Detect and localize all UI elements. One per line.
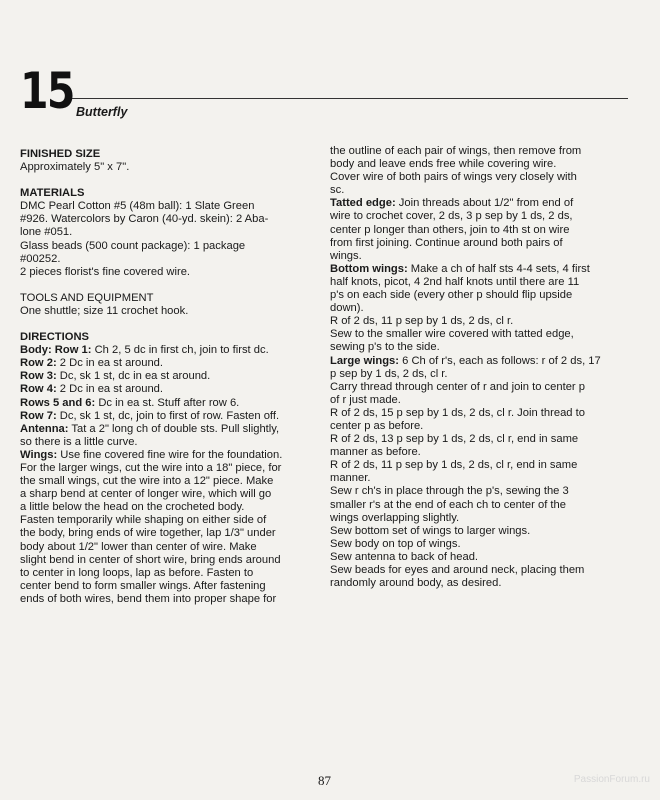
step-text: p's on each side (every other p should flip upside — [330, 289, 573, 302]
step-text: Sew r ch's in place through the p's, sewing the 3 — [330, 485, 569, 498]
step-text: the outline of each pair of wings, then remove from — [330, 145, 582, 157]
text-line — [330, 485, 622, 498]
step-label: Tatted edge: — [330, 197, 396, 210]
step-text: manner. — [330, 472, 371, 485]
finished-size-heading: FINISHED SIZE — [20, 148, 101, 160]
step-label: Row 4: — [20, 383, 57, 396]
text-line: #00252. — [20, 252, 61, 265]
text-line — [20, 567, 320, 580]
step-text: smaller r's at the end of each ch to center of the — [330, 498, 566, 511]
step-text: manner as before. — [330, 446, 421, 459]
text-line — [20, 462, 320, 475]
step-text: body about 1/2" lower than center of wire. Make — [20, 540, 257, 553]
step-text: slight bend in center of short wire, bring ends around — [20, 553, 281, 566]
text-line — [330, 564, 622, 577]
step-label: Large wings: — [330, 354, 399, 367]
text-line: Approximately 5" x 7". — [20, 161, 130, 174]
step-text: 6 Ch of r's, each as follows: r of 2 ds, 17 — [399, 354, 601, 367]
text-line — [20, 383, 320, 396]
text-line — [330, 210, 622, 223]
step-text: Dc in ea st. Stuff after row 6. — [95, 396, 240, 409]
step-label: Bottom wings: — [330, 262, 408, 275]
directions-section — [20, 331, 320, 606]
watermark: PassionForum.ru — [573, 774, 650, 785]
finished-size-section — [20, 148, 320, 174]
text-line: One shuttle; size 11 crochet hook. — [20, 304, 189, 317]
text-line — [20, 580, 320, 593]
text-line — [20, 514, 320, 527]
text-line — [330, 171, 622, 184]
text-line — [330, 224, 622, 237]
text-line — [20, 357, 320, 370]
step-text: the small wings, cut the wire into a 12" piece. Make — [20, 475, 274, 488]
text-line — [20, 554, 320, 567]
text-line — [330, 158, 622, 171]
step-text: Sew to the smaller wire covered with tatted edge, — [330, 328, 574, 341]
text-line: Glass beads (500 count package): 1 package — [20, 239, 246, 252]
text-line — [20, 370, 320, 383]
step-text: 2 Dc in ea st around. — [56, 383, 164, 396]
step-text: center bend to form smaller wings. After fastening — [20, 579, 266, 592]
page-number: 87 — [318, 773, 331, 788]
text-line: #926. Watercolors by Caron (40-yd. skein): 2 Aba- — [20, 213, 269, 226]
step-text: R of 2 ds, 13 p sep by 1 ds, 2 ds, cl r, end in same — [330, 433, 579, 446]
finished-size-text — [20, 161, 320, 174]
text-line — [330, 407, 622, 420]
text-line — [330, 197, 622, 210]
step-text: center p as before. — [330, 419, 424, 432]
step-text: from first joining. Continue around both pairs of — [330, 236, 563, 249]
materials-text — [20, 200, 320, 279]
step-text: Dc, sk 1 st, dc in ea st around. — [56, 370, 211, 383]
text-line — [330, 368, 622, 381]
right-column-text — [330, 145, 622, 590]
step-text: a sharp bend at center of longer wire, which will go — [20, 488, 272, 501]
text-line — [330, 499, 622, 512]
tools-section — [20, 292, 320, 318]
step-text: 2 Dc in ea st around. — [56, 357, 164, 370]
step-text: sewing p's to the side. — [330, 341, 440, 354]
step-text: of r just made. — [330, 393, 401, 406]
step-text: Ch 2, 5 dc in first ch, join to first dc. — [91, 344, 269, 357]
header-rule — [72, 98, 628, 99]
text-line — [330, 184, 622, 197]
text-line — [330, 250, 622, 263]
step-text: Carry thread through center of r and join to center p — [330, 380, 585, 393]
step-text: Make a ch of half sts 4-4 sets, 4 first — [407, 262, 590, 275]
step-text: to center in long loops, lap as before. Fasten to — [20, 566, 254, 579]
text-line — [330, 433, 622, 446]
step-text: sc. — [330, 184, 345, 197]
text-line — [330, 145, 622, 158]
step-label: Row 2: — [20, 357, 57, 370]
text-line — [20, 397, 320, 410]
step-text: Dc, sk 1 st, dc, join to first of row. Fasten off. — [56, 409, 280, 422]
directions-text — [20, 344, 320, 606]
text-line: DMC Pearl Cotton #5 (48m ball): 1 Slate Green — [20, 200, 255, 213]
text-line — [330, 394, 622, 407]
text-line — [330, 472, 622, 485]
text-line: lone #051. — [20, 226, 73, 239]
step-text: Use fine covered fine wire for the foundation. — [57, 448, 283, 461]
text-line — [330, 289, 622, 302]
step-text: a little below the head on the crocheted body. — [20, 501, 245, 514]
text-line — [330, 577, 622, 590]
step-text: p sep by 1 ds, 2 ds, cl r. — [330, 367, 448, 380]
step-text: Tat a 2" long ch of double sts. Pull slightly, — [68, 422, 280, 435]
step-text: For the larger wings, cut the wire into a 18" piece, for — [20, 461, 282, 474]
step-label: Antenna: — [20, 422, 69, 435]
step-label: Rows 5 and 6: — [20, 396, 96, 409]
text-line — [330, 355, 622, 368]
tools-text — [20, 305, 320, 318]
pattern-number: 15 — [20, 62, 74, 120]
step-text: the body, bring ends of wire together, lap 1/3" under — [20, 527, 276, 540]
text-line — [20, 344, 320, 357]
text-line — [330, 381, 622, 394]
text-line — [330, 315, 622, 328]
step-text: R of 2 ds, 15 p sep by 1 ds, 2 ds, cl r. Join thread to — [330, 406, 585, 419]
text-line — [330, 276, 622, 289]
materials-heading: MATERIALS — [20, 187, 85, 200]
text-line — [330, 263, 622, 276]
step-text: Sew bottom set of wings to larger wings. — [330, 524, 531, 537]
step-text: wire to crochet cover, 2 ds, 3 p sep by 1 ds, 2 ds, — [330, 210, 573, 223]
text-line — [330, 446, 622, 459]
step-label: Wings: — [20, 448, 58, 461]
text-line — [330, 551, 622, 564]
text-line — [20, 449, 320, 462]
text-line — [330, 512, 622, 525]
text-line — [20, 475, 320, 488]
text-line — [330, 459, 622, 472]
step-text: R of 2 ds, 11 p sep by 1 ds, 2 ds, cl r. — [330, 315, 514, 328]
text-line — [20, 436, 320, 449]
step-text: R of 2 ds, 11 p sep by 1 ds, 2 ds, cl r, end in same — [330, 459, 578, 472]
step-text: Sew beads for eyes and around neck, placing them — [330, 564, 585, 576]
text-line — [330, 420, 622, 433]
step-text: randomly around body, as desired. — [330, 577, 502, 590]
tools-heading: TOOLS AND EQUIPMENT — [20, 291, 154, 304]
text-line — [20, 527, 320, 540]
text-line — [330, 341, 622, 354]
text-line — [330, 328, 622, 341]
text-line — [20, 488, 320, 501]
text-line — [330, 538, 622, 551]
step-text: Fasten temporarily while shaping on either side of — [20, 514, 267, 527]
text-line — [330, 237, 622, 250]
step-text: wings. — [330, 249, 362, 262]
step-text: down). — [330, 302, 364, 315]
step-text: Sew body on top of wings. — [330, 537, 461, 550]
step-label: Body: Row 1: — [20, 344, 92, 357]
step-text: ends of both wires, bend them into proper shape for — [20, 592, 277, 605]
step-text: Join threads about 1/2" from end of — [395, 197, 574, 210]
step-label: Row 3: — [20, 370, 57, 383]
step-text: body and leave ends free while covering wire. — [330, 158, 557, 171]
text-line — [20, 423, 320, 436]
step-text: Sew antenna to back of head. — [330, 550, 479, 563]
left-column — [20, 148, 320, 619]
text-line: 2 pieces florist's fine covered wire. — [20, 265, 191, 278]
step-label: Row 7: — [20, 409, 57, 422]
step-text: Cover wire of both pairs of wings very closely with — [330, 171, 577, 184]
text-line — [20, 541, 320, 554]
text-line — [330, 525, 622, 538]
step-text: center p longer than others, join to 4th st on wire — [330, 223, 570, 236]
directions-heading: DIRECTIONS — [20, 331, 89, 344]
step-text: so there is a little curve. — [20, 435, 138, 448]
text-line — [20, 410, 320, 423]
text-line — [20, 593, 320, 606]
text-line — [20, 501, 320, 514]
right-column — [330, 145, 622, 590]
text-line — [330, 302, 622, 315]
step-text: wings overlapping slightly. — [330, 511, 460, 524]
pattern-title: Butterfly — [76, 105, 128, 119]
materials-section — [20, 187, 320, 279]
step-text: half knots, picot, 4 2nd half knots until there are 11 — [330, 275, 580, 288]
